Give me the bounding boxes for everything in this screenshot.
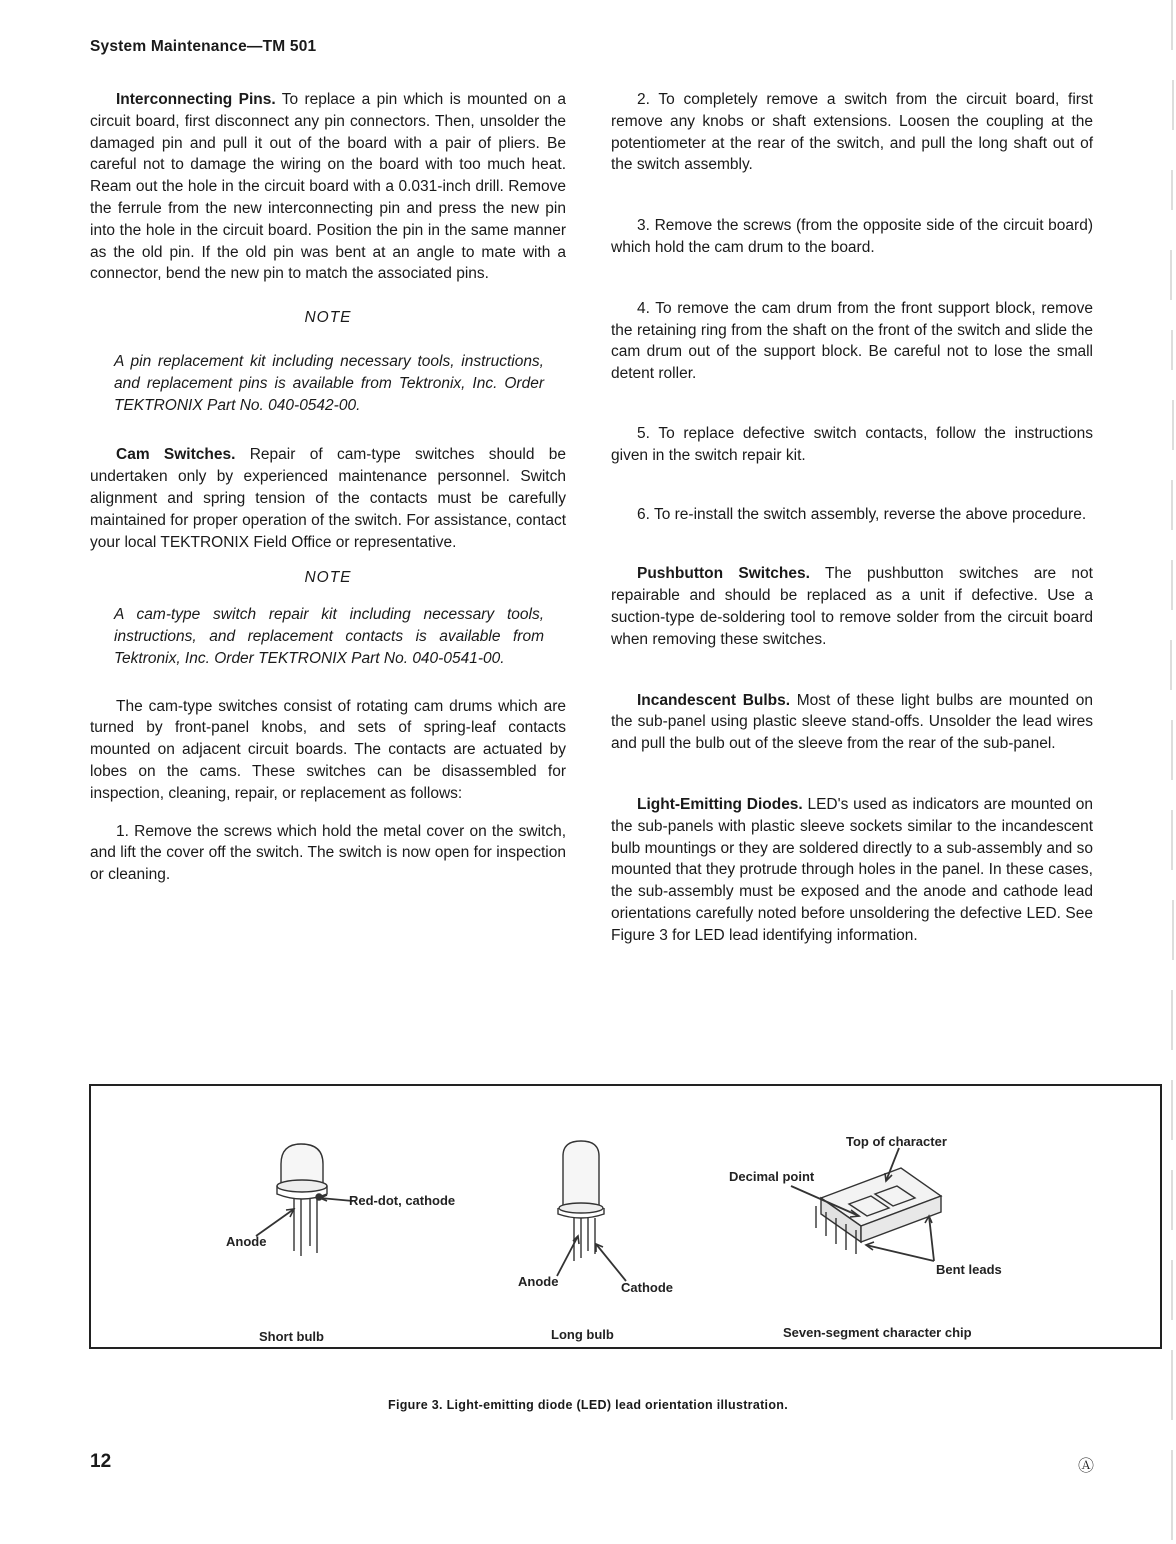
incandescent-bulbs-paragraph <box>611 690 1093 755</box>
long-bulb-led-drawing <box>557 1141 626 1281</box>
cam-switches-heading: Cam Switches. <box>116 446 236 464</box>
decimal-point-label: Decimal point <box>729 1169 815 1184</box>
step-4: 4. To remove the cam drum from the front support block, remove the retaining ring from the shaft on the front of the switch and slide the cam drum out of the support block. Be careful not to lose the small detent roller. <box>611 299 1093 383</box>
cam-switches-text: Repair of cam-type switches should be undertaken only by experienced maintenance personnel. Switch alignment and spring tension of the contacts must be carefully maintained for proper operation of the switch. For assistance, contact your local TEKTRONIX Field Office or representative. <box>90 446 566 551</box>
seven-segment-chip-drawing <box>791 1148 941 1261</box>
step-5: 5. To replace defective switch contacts, follow the instructions given in the switch repair kit. <box>611 424 1093 464</box>
cam-switches-paragraph <box>90 444 566 553</box>
step-1: 1. Remove the screws which hold the metal cover on the switch, and lift the cover off the switch. The switch is now open for inspection or cleaning. <box>90 822 566 884</box>
incandescent-bulbs-heading: Incandescent Bulbs. <box>637 691 791 709</box>
figure-3-box <box>89 1084 1162 1349</box>
pushbutton-switches-heading: Pushbutton Switches. <box>637 565 810 583</box>
note-body-2: A cam-type switch repair kit including necessary tools, instructions, and replacement contacts is available from Tektronix, Inc. Order TEKTRONIX Part No. 040-0541-00. <box>114 606 544 667</box>
long-bulb-label: Long bulb <box>551 1327 614 1342</box>
led-heading: Light-Emitting Diodes. <box>637 795 803 813</box>
pushbutton-switches-paragraph <box>611 563 1093 650</box>
incandescent-bulbs-text: Most of these light bulbs are mounted on the sub-panel using plastic sleeve stand-offs. Unsolder the lead wires and pull the bulb out of the sleeve from the rear of the sub-panel. <box>611 691 1093 753</box>
led-text: LED's used as indicators are mounted on the sub-panels with plastic sleeve sockets similar to the incandescent bulb mountings or they are soldered directly to a sub-assembly and so mounted that they protrude through holes in the panel. In these cases, the sub-assembly must be exposed and the anode and cathode lead orientations carefully noted before unsoldering the defective LED. See Figure 3 for LED lead identifying information. <box>611 795 1093 944</box>
left-column <box>90 89 566 886</box>
running-header: System Maintenance—TM 501 <box>90 38 317 55</box>
cam-type-description: The cam-type switches consist of rotating cam drums which are turned by front-panel knobs, and sets of spring-leaf contacts mounted on adjacent circuit boards. The contacts are actuated by lobes on the cams. These switches can be disassembled for inspection, cleaning, repair, or replacement as follows: <box>90 697 566 802</box>
right-column <box>611 89 1093 947</box>
binder-edge-marks <box>1166 0 1176 1544</box>
note-title-2: NOTE <box>304 569 352 587</box>
seven-segment-chip-label: Seven-segment character chip <box>783 1325 972 1340</box>
red-dot-cathode-label: Red-dot, cathode <box>349 1193 456 1208</box>
step-6: 6. To re-install the switch assembly, reverse the above procedure. <box>637 505 1087 523</box>
step-2: 2. To completely remove a switch from the circuit board, first remove any knobs or shaft extensions. Loosen the coupling at the potentiometer at the rear of the switch, and pull the long shaft out of the switch assembly. <box>611 91 1093 174</box>
note-body-1: A pin replacement kit including necessary tools, instructions, and replacement pins is available from Tektronix, Inc. Order TEKTRONIX Part No. 040-0542-00. <box>114 352 544 414</box>
short-bulb-led-drawing <box>256 1144 353 1256</box>
interconnecting-pins-paragraph <box>90 89 566 285</box>
led-paragraph <box>611 794 1093 947</box>
page-number: 12 <box>90 1451 112 1472</box>
cathode-long-label: Cathode <box>621 1280 673 1295</box>
led-illustration <box>91 1086 1160 1347</box>
short-bulb-label: Short bulb <box>259 1329 324 1344</box>
top-of-character-label: Top of character <box>846 1134 947 1149</box>
bent-leads-label: Bent leads <box>936 1262 1002 1277</box>
anode-short-label: Anode <box>226 1234 267 1249</box>
interconnecting-pins-text: To replace a pin which is mounted on a circuit board, first disconnect any pin connectors. Then, unsolder the damaged pin and pull it out of the board with a pair of pliers. Be careful not to damage the wiring on the board with too much heat. Ream out the hole in the circuit board with a 0.031-inch drill. Remove the ferrule from the new interconnecting pin and press the new pin into the hole in the circuit board. Position the pin in the same manner as the old pin. If the old pin was bent at an angle to mate with a connector, bend the new pin to match the associated pins. <box>90 91 566 283</box>
revision-mark: Ⓐ <box>1078 1458 1095 1475</box>
pushbutton-switches-text: The pushbutton switches are not repairable and should be replaced as a unit if defective. Use a suction-type de-soldering tool to remove solder from the circuit board when removing these switches. <box>611 565 1093 648</box>
step-3: 3. Remove the screws (from the opposite side of the circuit board) which hold the cam drum to the board. <box>611 217 1093 256</box>
figure-caption: Figure 3. Light-emitting diode (LED) lead orientation illustration. <box>388 1398 788 1412</box>
anode-long-label: Anode <box>518 1274 559 1289</box>
note-title-1: NOTE <box>304 309 352 327</box>
interconnecting-pins-heading: Interconnecting Pins. <box>116 91 276 108</box>
